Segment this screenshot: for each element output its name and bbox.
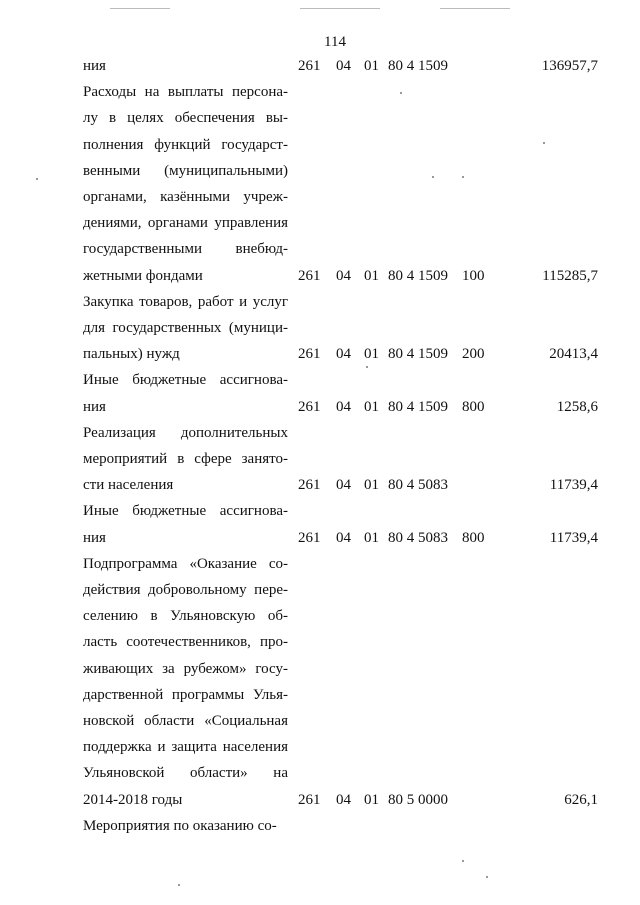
- table-row: [0, 713, 640, 735]
- row-description: Ульяновской области» на: [83, 765, 288, 782]
- table-row: [0, 163, 640, 185]
- table-row: [0, 84, 640, 106]
- cell-sum: 11739,4: [549, 477, 598, 494]
- cell-rz: 04: [336, 267, 351, 284]
- cell-ved: 261: [298, 477, 321, 494]
- table-row: [0, 215, 640, 237]
- scan-artifact: [440, 8, 510, 9]
- scan-speck: [432, 176, 434, 178]
- cell-pr: 01: [364, 58, 379, 74]
- row-description: действия добровольному пере-: [83, 582, 288, 598]
- cell-vr: 800: [462, 398, 485, 415]
- scan-speck: [543, 142, 545, 144]
- cell-sum: 20413,4: [549, 346, 598, 363]
- table-row: [0, 687, 640, 709]
- cell-csr: 80 4 5083: [388, 477, 448, 494]
- cell-rz: 04: [336, 58, 351, 74]
- cell-rz: 04: [336, 346, 351, 363]
- cell-rz: 04: [336, 398, 351, 415]
- row-description: ния: [83, 398, 106, 415]
- row-description: Закупка товаров, работ и услуг: [83, 293, 288, 310]
- cell-csr: 80 4 5083: [388, 529, 448, 546]
- cell-pr: 01: [364, 398, 379, 415]
- cell-ved: 261: [298, 529, 321, 546]
- table-row: [0, 661, 640, 683]
- scan-speck: [366, 366, 368, 368]
- cell-pr: 01: [364, 477, 379, 494]
- table-row: [0, 739, 640, 761]
- table-row: [0, 425, 640, 447]
- cell-pr: 01: [364, 529, 379, 546]
- row-description: мероприятий в сфере занято-: [83, 451, 288, 467]
- row-description: ласть соотечественников, про-: [83, 634, 288, 651]
- row-description: жетными фондами: [83, 267, 203, 284]
- cell-rz: 04: [336, 791, 351, 808]
- cell-sum: 115285,7: [542, 267, 598, 284]
- cell-csr: 80 4 1509: [388, 398, 448, 415]
- scan-speck: [400, 92, 402, 94]
- row-description: ния: [83, 529, 106, 546]
- cell-ved: 261: [298, 58, 321, 74]
- scan-speck: [36, 178, 38, 180]
- cell-ved: 261: [298, 791, 321, 808]
- scan-speck: [486, 876, 488, 878]
- table-row: [0, 582, 640, 604]
- table-row: [0, 451, 640, 473]
- row-description: для государственных (муници-: [83, 320, 288, 336]
- cell-csr: 80 4 1509: [388, 346, 448, 363]
- row-description: венными (муниципальными): [83, 162, 288, 179]
- table-row: [0, 268, 640, 290]
- row-description: Расходы на выплаты персона-: [83, 84, 288, 101]
- table-row: [0, 530, 640, 552]
- table-row: [0, 818, 640, 840]
- table-row: [0, 477, 640, 499]
- table-row: [0, 765, 640, 787]
- cell-ved: 261: [298, 398, 321, 415]
- cell-rz: 04: [336, 477, 351, 494]
- row-description: живающих за рубежом» госу-: [83, 660, 288, 677]
- table-row: [0, 189, 640, 211]
- scan-speck: [462, 176, 464, 178]
- table-row: [0, 372, 640, 394]
- row-description: сти населения: [83, 477, 174, 494]
- cell-rz: 04: [336, 529, 351, 546]
- table-row: [0, 556, 640, 578]
- table-row: [0, 792, 640, 814]
- table-row: [0, 294, 640, 316]
- row-description: 2014-2018 годы: [83, 791, 183, 808]
- row-description: дарственной программы Улья-: [83, 686, 288, 703]
- table-row: [0, 346, 640, 368]
- table-row: [0, 137, 640, 159]
- row-description: поддержка и защита населения: [83, 739, 288, 756]
- table-row: [0, 110, 640, 132]
- cell-csr: 80 5 0000: [388, 791, 448, 808]
- row-description: Иные бюджетные ассигнова-: [83, 503, 288, 520]
- cell-csr: 80 4 1509: [388, 58, 448, 74]
- row-description: органами, казёнными учреж-: [83, 189, 288, 205]
- row-description: полнения функций государст-: [83, 136, 288, 153]
- row-description: лу в целях обеспечения вы-: [83, 110, 288, 127]
- cell-vr: 100: [462, 267, 485, 284]
- page-number: 114: [324, 34, 346, 50]
- cell-pr: 01: [364, 267, 379, 284]
- row-description: Иные бюджетные ассигнова-: [83, 372, 288, 389]
- table-row: [0, 58, 640, 80]
- cell-vr: 800: [462, 529, 485, 546]
- scan-speck: [462, 860, 464, 862]
- table-row: [0, 320, 640, 342]
- scan-artifact: [300, 8, 380, 9]
- table-row: [0, 503, 640, 525]
- cell-csr: 80 4 1509: [388, 267, 448, 284]
- row-description: Реализация дополнительных: [83, 424, 288, 441]
- row-description: новской области «Социальная: [83, 713, 288, 729]
- cell-ved: 261: [298, 267, 321, 284]
- table-row: [0, 634, 640, 656]
- cell-pr: 01: [364, 346, 379, 363]
- row-description: дениями, органами управления: [83, 215, 288, 232]
- cell-vr: 200: [462, 346, 485, 363]
- row-description: Подпрограмма «Оказание со-: [83, 555, 288, 572]
- row-description: ния: [83, 58, 106, 74]
- table-row: [0, 241, 640, 263]
- cell-sum: 11739,4: [549, 529, 598, 546]
- row-description: пальных) нужд: [83, 346, 180, 363]
- row-description: государственными внебюд-: [83, 241, 288, 258]
- cell-pr: 01: [364, 791, 379, 808]
- row-description: селению в Ульяновскую об-: [83, 608, 288, 625]
- table-row: [0, 399, 640, 421]
- cell-ved: 261: [298, 346, 321, 363]
- cell-sum: 136957,7: [541, 58, 598, 74]
- cell-sum: 1258,6: [556, 398, 598, 415]
- cell-sum: 626,1: [564, 791, 598, 808]
- row-description: Мероприятия по оказанию со-: [83, 817, 277, 834]
- scan-speck: [178, 884, 180, 886]
- table-row: [0, 608, 640, 630]
- scan-artifact: [110, 8, 170, 9]
